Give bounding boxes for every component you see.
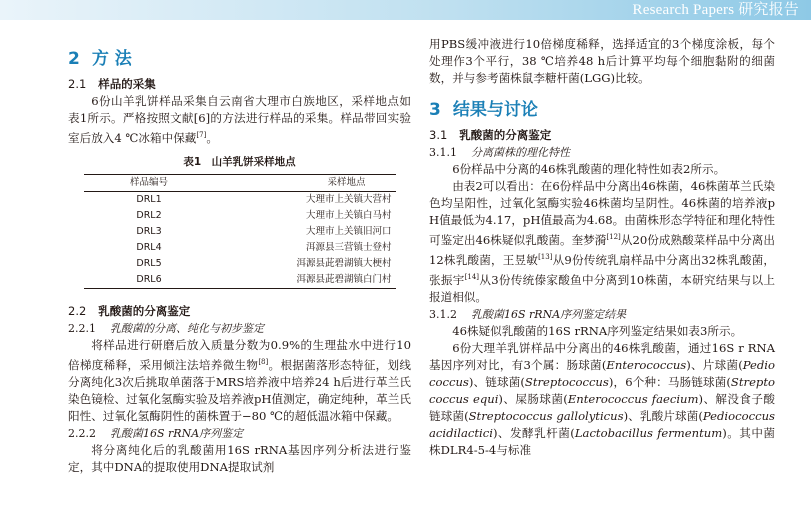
paragraph-text: )、片球菌(: [686, 357, 743, 372]
table-row: [84, 272, 396, 289]
subsection-number: 3.1.1: [429, 146, 457, 159]
species-name: Streptococcus equi: [429, 374, 775, 406]
left-column: [68, 36, 411, 476]
table-row: [84, 224, 396, 240]
paragraph-text: )。其中菌株DLR4-5-4与标准: [429, 425, 776, 457]
subsection-2-2-heading: [68, 303, 411, 320]
subsection-2-2-2-heading: [68, 425, 411, 442]
location-cell: 洱源县三营镇士登村: [305, 241, 392, 253]
citation: [8]: [258, 357, 269, 366]
table-row: [84, 240, 396, 256]
table-row: [84, 191, 396, 208]
paragraph-text: 6份山羊乳饼样品采集自云南省大理市白族地区，采样地点如表1所示。严格按照文献[6]的方法进行样品的采集。样品带回实验室后放入4 ℃冰箱中保藏: [68, 94, 411, 145]
subsection-number: 2.2: [68, 303, 87, 318]
section-2-heading: [68, 46, 411, 72]
column-header-sample-id: 样品编号: [84, 174, 215, 191]
section-title: 方 法: [91, 49, 132, 69]
paragraph-text: )、屎肠球菌(: [498, 391, 568, 406]
sample-id-cell: DRL4: [136, 241, 162, 253]
paragraph-text: 将样品进行研磨后放入质量分数为0.9%的生理盐水中进行10倍梯度稀释，采用倾注法培养微生物: [68, 337, 411, 372]
paragraph-text: 从3份传统傣家酸鱼中分离到10株菌，本研究结果与以上报道相似。: [429, 272, 775, 304]
paragraph-sample-collection: [68, 93, 411, 147]
paragraph-text: 6份大理羊乳饼样品中分离出的46株乳酸菌，通过16S r RNA基因序列对比，有3个属：肠球菌(: [429, 340, 775, 372]
paragraph-16s-results: [429, 340, 775, 459]
paragraph-text: )、发酵乳杆菌(: [492, 425, 575, 440]
table-header-row: [84, 174, 396, 191]
paragraph-text: 从9份传统乳扇样品中分离出32株乳酸菌，张振宇: [429, 252, 775, 287]
table-row: [84, 208, 396, 224]
location-cell: 洱源县茈碧湖镇大梗村: [296, 257, 392, 269]
subsection-title: 乳酸菌的分离鉴定: [459, 128, 552, 142]
species-name: Lactobacillus fermentum: [574, 425, 723, 440]
paragraph-adhesion-continued: 用PBS缓冲液进行10倍梯度稀释，选择适宜的3个梯度涂板，每个处理作3个平行，38 ℃培养48 h后计算平均每个细胞黏附的细菌数，并与参考菌株鼠李糖杆菌(LGG)比较。: [429, 37, 775, 85]
citation: [13]: [538, 252, 553, 261]
subsection-number: 2.2.2: [68, 426, 96, 440]
location-cell: 大理市上关镇旧河口: [305, 225, 392, 237]
subsection-title: 分离菌株的理化特性: [471, 146, 570, 159]
subsection-3-1-2-heading: [429, 306, 775, 323]
journal-section-label: Research Papers 研究报告: [632, 2, 799, 18]
sampling-sites-table: [84, 174, 396, 289]
section-number: 3: [429, 100, 441, 120]
paragraph-text: 由表2可以看出：在6份样品中分离出46株菌，46株菌革兰氏染色均呈阳性，过氧化氢酶实验46株菌均呈阴性。46株菌的培养液pH值最低为4.17，pH值最高为4.68。由菌株形态学特征和理化特性可鉴定出46株疑似乳酸菌。奎梦漪: [429, 179, 775, 247]
paragraph-text: )、链球菌(: [468, 374, 525, 389]
citation: [14]: [464, 272, 480, 281]
paragraph-text: 。根据菌落形态特征，划线分离纯化3次后挑取单菌落于MRS培养液中培养24 h后进行革兰氏染色镜检、过氧化氢酶实验及培养液pH值测定，确定纯种，革兰氏阳性、过氧化氢酶阴性的菌株置于−80 ℃的超低温冰箱中保藏。: [68, 357, 411, 423]
subsection-2-1-heading: [68, 76, 411, 93]
species-name: Enterococcus: [606, 357, 687, 372]
paragraph-text: 从20份成熟酸菜样品中分离出12株乳酸菌，王昱敏: [429, 232, 775, 267]
species-name: Pediococcus acidilactici: [429, 408, 775, 440]
species-name: Streptococcus gallolyticus: [468, 408, 624, 423]
subsection-2-2-1-heading: [68, 320, 411, 337]
species-name: Streptococcus: [524, 374, 609, 389]
sample-id-cell: DRL3: [136, 225, 162, 237]
paragraph-text: 。: [206, 130, 218, 145]
subsection-title: 乳酸菌16S rRNA序列鉴定结果: [471, 307, 627, 321]
species-name: Enterococcus faecium: [567, 391, 699, 406]
subsection-title: 乳酸菌的分离、纯化与初步鉴定: [110, 321, 264, 335]
paragraph-text: )、解没食子酸链球菌(: [429, 391, 775, 423]
citation: [12]: [606, 233, 621, 241]
subsection-number: 2.1: [68, 77, 87, 91]
subsection-number: 3.1.2: [429, 307, 457, 321]
section-3-heading: [429, 97, 775, 123]
species-name: Pediococcus: [429, 357, 775, 389]
citation: [7]: [196, 131, 207, 139]
location-cell: 大理市上关镇白马村: [305, 209, 392, 221]
section-number: 2: [68, 49, 80, 69]
paragraph-physchem-results: [429, 178, 775, 306]
paragraph-16s-intro: 46株疑似乳酸菌的16S rRNA序列鉴定结果如表3所示。: [452, 323, 743, 338]
column-header-location: 采样地点: [215, 174, 396, 191]
paragraph-text: )、乳酸片球菌(: [623, 408, 703, 423]
location-cell: 大理市上关镇大营村: [305, 193, 392, 205]
subsection-title: 乳酸菌的分离鉴定: [98, 303, 191, 318]
subsection-title: 乳酸菌16S rRNA序列鉴定: [110, 426, 244, 440]
paragraph-text: )，6个种：马肠链球菌(: [608, 374, 731, 389]
location-cell: 洱源县茈碧湖镇白门村: [296, 273, 392, 285]
table-1-caption: 表1 山羊乳饼采样地点: [183, 155, 296, 168]
subsection-number: 3.1: [429, 128, 448, 142]
right-column: [429, 36, 775, 459]
subsection-3-1-heading: [429, 127, 775, 144]
subsection-number: 2.2.1: [68, 321, 96, 335]
table-row: [84, 256, 396, 272]
paragraph-isolation-method: [68, 337, 411, 425]
sample-id-cell: DRL6: [136, 273, 162, 285]
sample-id-cell: DRL5: [136, 257, 162, 269]
subsection-title: 样品的采集: [98, 77, 156, 91]
paragraph-16s-method: 将分离纯化后的乳酸菌用16S rRNA基因序列分析法进行鉴定，其中DNA的提取使用DNA提取试剂: [68, 442, 411, 474]
subsection-3-1-1-heading: [429, 144, 775, 161]
paragraph-physchem-intro: 6份样品中分离的46株乳酸菌的理化特性如表2所示。: [452, 162, 726, 176]
section-title: 结果与讨论: [452, 100, 538, 120]
sample-id-cell: DRL2: [136, 209, 162, 221]
sample-id-cell: DRL1: [136, 193, 162, 205]
journal-banner: [0, 0, 811, 20]
